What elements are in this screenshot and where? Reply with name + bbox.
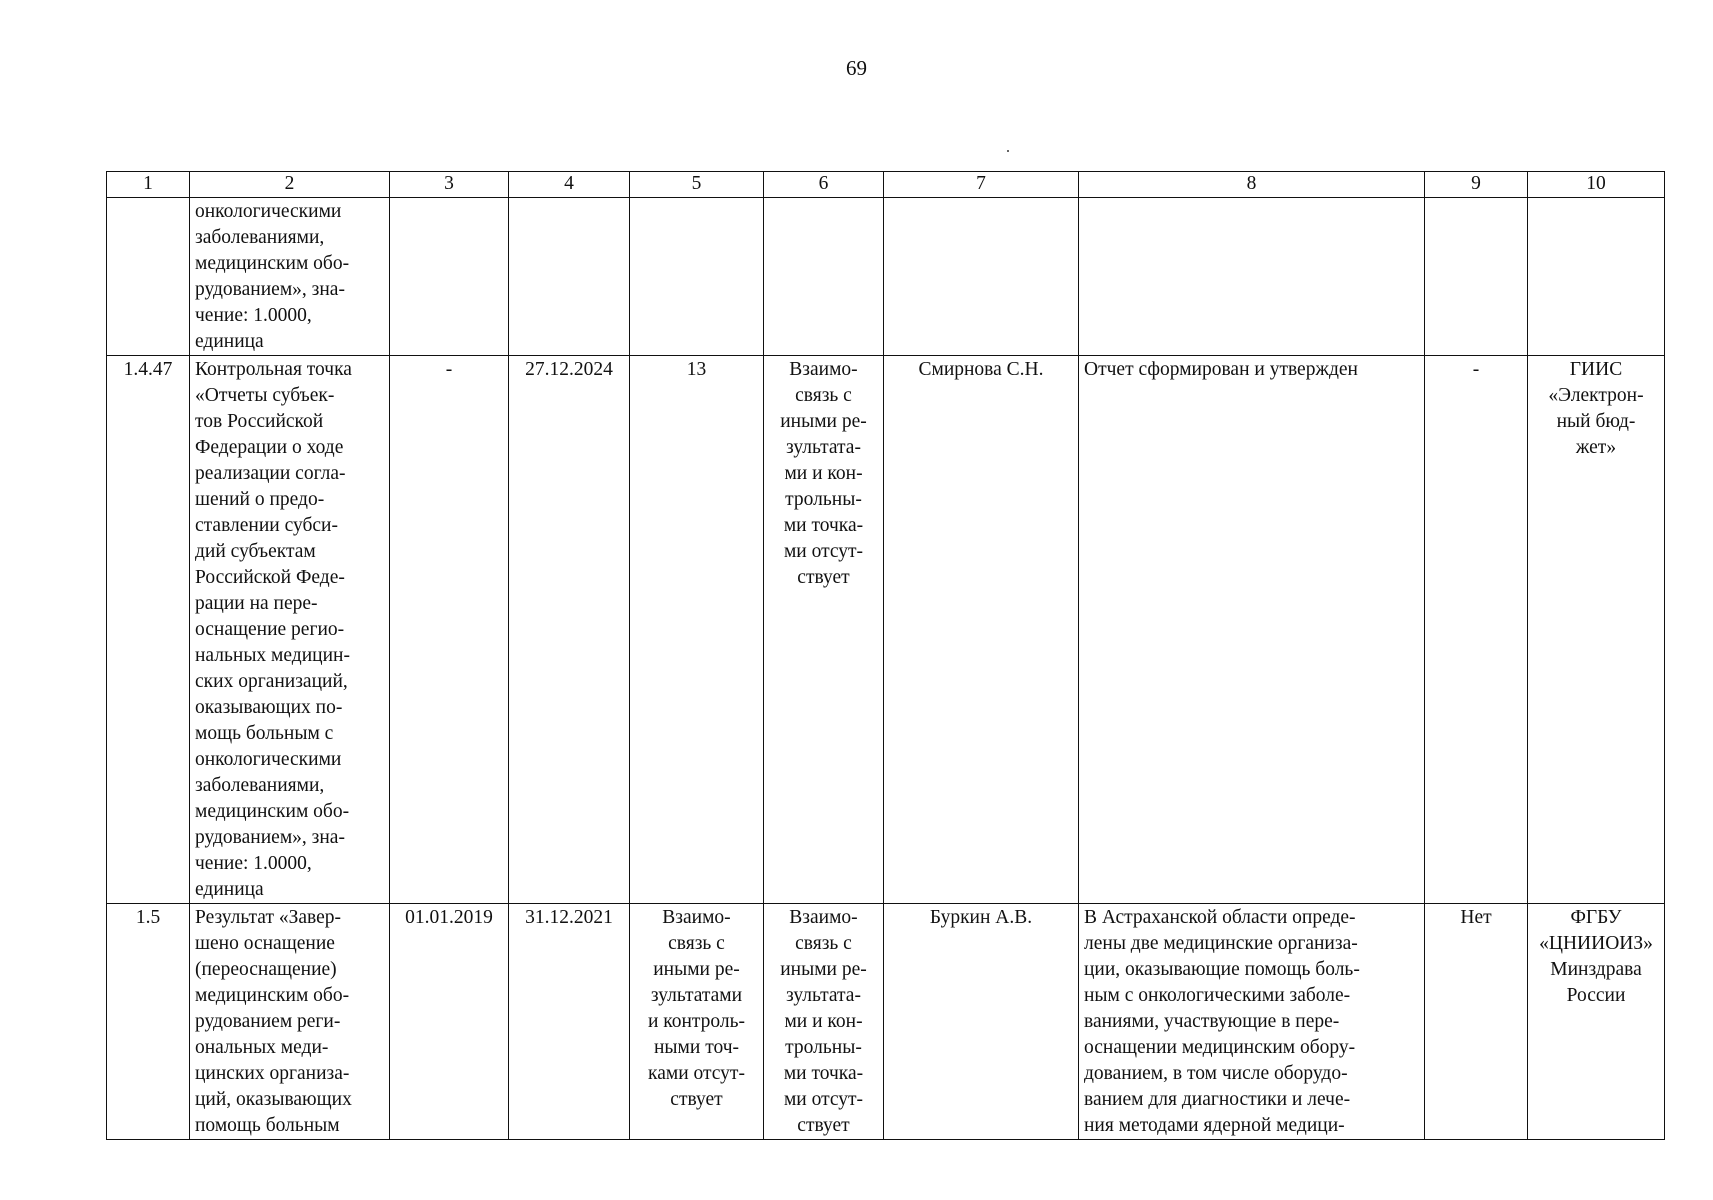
row-number-cell: 1.5 xyxy=(107,904,190,1140)
source-cell: ГИИС «Электрон- ный бюд- жет» xyxy=(1528,356,1665,904)
source-cell: ФГБУ «ЦНИИОИЗ» Минздрава России xyxy=(1528,904,1665,1140)
start-date-cell: 01.01.2019 xyxy=(390,904,509,1140)
description-cell: онкологическими заболеваниями, медицинским обо- рудованием», зна- чение: 1.0000, единица xyxy=(190,198,390,356)
result-description-cell xyxy=(1079,198,1425,356)
header-cell: 2 xyxy=(190,172,390,198)
data-table xyxy=(106,171,1665,1140)
responsible-cell xyxy=(884,198,1079,356)
table-header-row xyxy=(107,172,1665,198)
column-5-cell xyxy=(630,198,764,356)
header-cell: 9 xyxy=(1425,172,1528,198)
description-cell: Результат «Завер- шено оснащение (переоснащение) медицинским обо- рудованием реги- ональных меди- цинских организа- ций, оказывающих помощь больным xyxy=(190,904,390,1140)
header-cell: 10 xyxy=(1528,172,1665,198)
column-9-cell xyxy=(1425,198,1528,356)
end-date-cell xyxy=(509,198,630,356)
table-row xyxy=(107,198,1665,356)
end-date-cell: 31.12.2021 xyxy=(509,904,630,1140)
header-cell: 6 xyxy=(764,172,884,198)
column-5-cell: 13 xyxy=(630,356,764,904)
row-number-cell xyxy=(107,198,190,356)
end-date-cell: 27.12.2024 xyxy=(509,356,630,904)
header-cell: 7 xyxy=(884,172,1079,198)
column-9-cell: Нет xyxy=(1425,904,1528,1140)
table-row xyxy=(107,356,1665,904)
result-description-cell: В Астраханской области опреде- лены две медицинские организа- ции, оказывающие помощь боль- ным с онкологическими заболе- ваниями, участвующие в пере- оснащении медицинским обору- дованием, в том числе оборудо- ванием для диагностики и лече- ния методами ядерной медици- xyxy=(1079,904,1425,1140)
scan-speck xyxy=(1007,150,1009,152)
column-5-cell: Взаимо- связь с иными ре- зультатами и контроль- ными точ- ками отсут- ствует xyxy=(630,904,764,1140)
header-cell: 8 xyxy=(1079,172,1425,198)
start-date-cell xyxy=(390,198,509,356)
responsible-cell: Смирнова С.Н. xyxy=(884,356,1079,904)
header-cell: 5 xyxy=(630,172,764,198)
column-6-cell: Взаимо- связь с иными ре- зультата- ми и кон- трольны- ми точка- ми отсут- ствует xyxy=(764,356,884,904)
source-cell xyxy=(1528,198,1665,356)
column-9-cell: - xyxy=(1425,356,1528,904)
header-cell: 4 xyxy=(509,172,630,198)
result-description-cell: Отчет сформирован и утвержден xyxy=(1079,356,1425,904)
header-cell: 1 xyxy=(107,172,190,198)
column-6-cell: Взаимо- связь с иными ре- зультата- ми и кон- трольны- ми точка- ми отсут- ствует xyxy=(764,904,884,1140)
description-cell: Контрольная точка «Отчеты субъек- тов Российской Федерации о ходе реализации согла- шений о предо- ставлении субси- дий субъектам Российской Феде- рации на пере- оснащение регио- нальных медицин- ских организаций, оказывающих по- мощь больным с онкологическими заболеваниями, медицинским обо- рудованием», зна- чение: 1.0000, единица xyxy=(190,356,390,904)
header-cell: 3 xyxy=(390,172,509,198)
column-6-cell xyxy=(764,198,884,356)
responsible-cell: Буркин А.В. xyxy=(884,904,1079,1140)
table-row xyxy=(107,904,1665,1140)
page-number: 69 xyxy=(846,56,867,80)
start-date-cell: - xyxy=(390,356,509,904)
row-number-cell: 1.4.47 xyxy=(107,356,190,904)
